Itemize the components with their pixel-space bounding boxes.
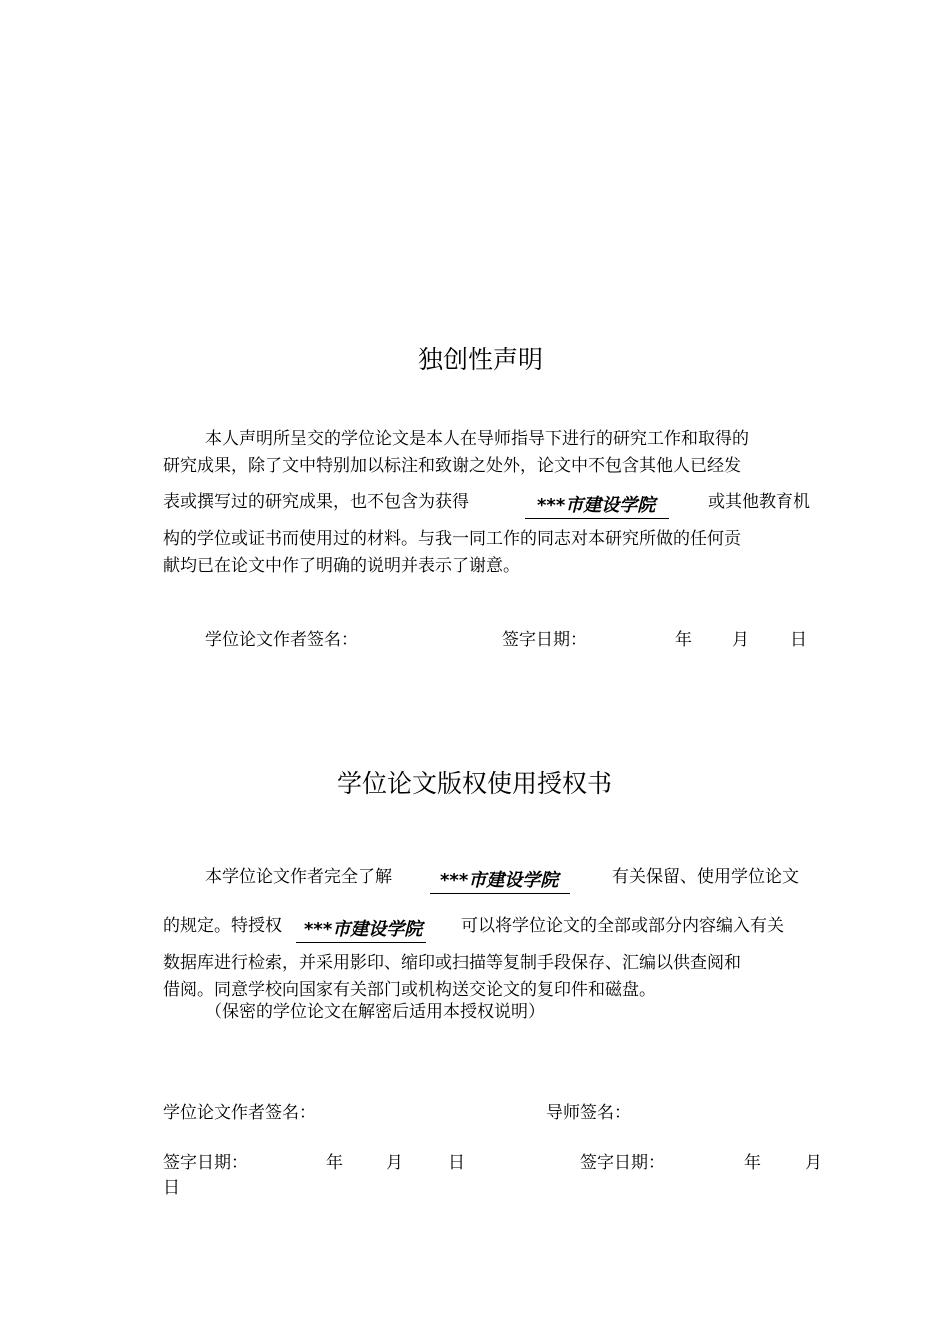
authorization-line-1b: 有关保留、使用学位论文 [612,867,799,887]
declaration-title: 独创性声明 [418,345,544,374]
declaration-line-5: 献均已在论文中作了明确的说明并表示了谢意。 [163,556,520,576]
advisor-day-label: 日 [163,1178,180,1198]
advisor-month-label: 月 [805,1153,822,1173]
authorization-line-2b: 可以将学位论文的全部或部分内容编入有关 [461,916,784,936]
declaration-line-4: 构的学位或证书而使用过的材料。与我一同工作的同志对本研究所做的任何贡 [163,529,741,549]
authorization-line-4: 借阅。同意学校向国家有关部门或机构送交论文的复印件和磁盘。 [163,980,656,1000]
declaration-year-label: 年 [675,630,692,650]
declaration-date-label: 签字日期： [502,630,587,650]
advisor-date-label: 签字日期： [580,1153,665,1173]
declaration-author-signature-label: 学位论文作者签名： [205,630,358,650]
authorization-institution-2: ***市建设学院 [296,915,426,943]
advisor-year-label: 年 [744,1153,761,1173]
declaration-month-label: 月 [732,630,749,650]
authorization-author-signature-label: 学位论文作者签名： [163,1103,316,1123]
declaration-line-2: 研究成果，除了文中特别加以标注和致谢之处外，论文中不包含其他人已经发 [163,456,741,476]
authorization-line-2a: 的规定。特授权 [163,916,282,936]
authorization-author-month-label: 月 [386,1153,403,1173]
declaration-line-3: 表或撰写过的研究成果，也不包含为获得 [163,492,469,512]
authorization-line-3: 数据库进行检索，并采用影印、缩印或扫描等复制手段保存、汇编以供查阅和 [163,953,741,973]
declaration-day-label: 日 [790,630,807,650]
authorization-line-1a: 本学位论文作者完全了解 [205,867,392,887]
authorization-note: （保密的学位论文在解密后适用本授权说明） [205,1002,545,1022]
authorization-title: 学位论文版权使用授权书 [337,769,613,798]
declaration-line-1: 本人声明所呈交的学位论文是本人在导师指导下进行的研究工作和取得的 [205,429,749,449]
advisor-signature-label: 导师签名： [546,1103,631,1123]
authorization-author-year-label: 年 [326,1153,343,1173]
declaration-line-3b: 或其他教育机 [708,492,810,512]
authorization-author-day-label: 日 [448,1153,465,1173]
authorization-institution-1: ***市建设学院 [430,866,570,894]
authorization-author-date-label: 签字日期： [163,1153,248,1173]
declaration-institution: ***市建设学院 [525,491,669,519]
